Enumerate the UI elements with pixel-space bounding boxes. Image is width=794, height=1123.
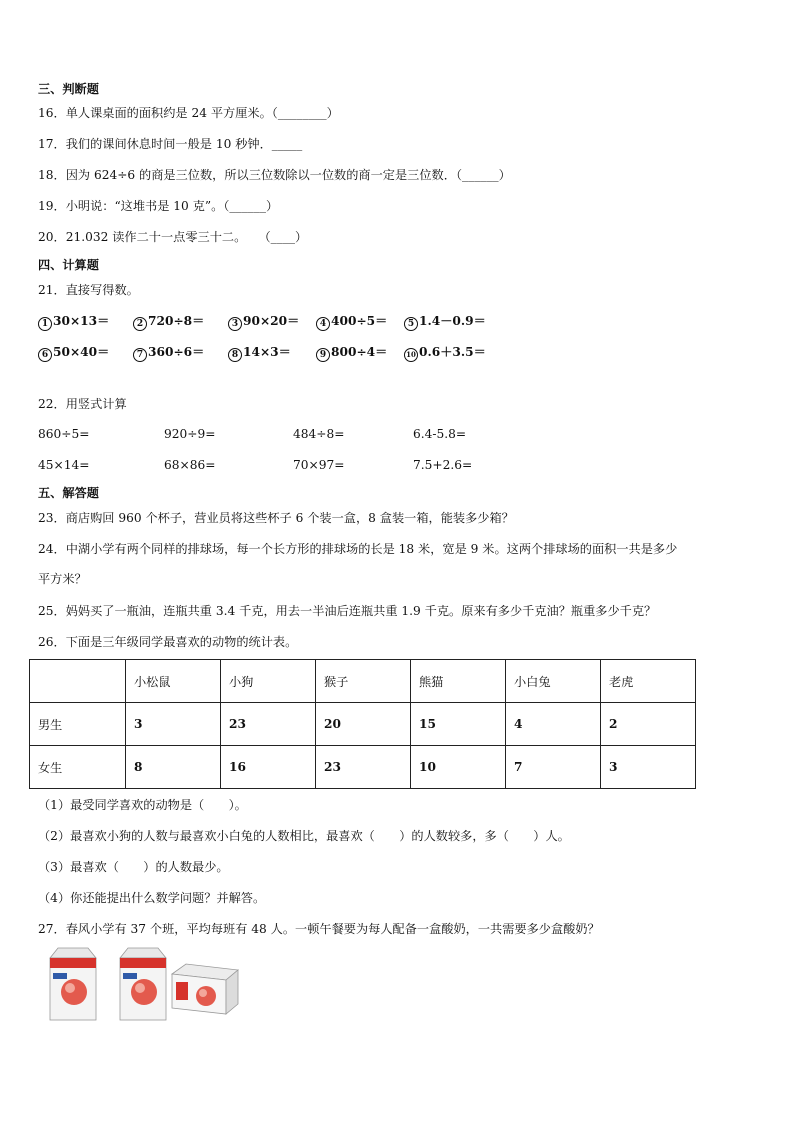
q21-item-6: 6 50×40＝ <box>38 343 109 362</box>
table-header: 熊猫 <box>411 660 506 703</box>
question-22-title: 22．用竖式计算 <box>38 397 127 411</box>
q22-item: 484÷8= <box>293 427 345 441</box>
q22-item: 6.4-5.8= <box>413 427 467 441</box>
q22-item: 70×97= <box>293 458 345 472</box>
question-17: 17．我们的课间休息时间一般是 10 秒钟．_____ <box>38 137 303 151</box>
q21-item-8: 8 14×3＝ <box>228 343 291 362</box>
q21-item-1: 1 30×13＝ <box>38 312 109 331</box>
section-solve: 五、解答题 <box>38 486 99 500</box>
q21-item-4: 4 400÷5＝ <box>316 312 387 331</box>
animal-stats-table <box>29 659 696 789</box>
table-cell: 10 <box>411 746 506 789</box>
yogurt-carton-icon <box>50 948 96 1020</box>
q22-item: 920÷9= <box>164 427 216 441</box>
question-27: 27．春风小学有 37 个班，平均每班有 48 人。一顿午餐要为每人配备一盒酸奶，一共需要多少盒酸奶？ <box>38 922 600 936</box>
table-cell <box>30 660 126 703</box>
table-header-row <box>30 660 696 703</box>
yogurt-carton-icon <box>172 964 238 1014</box>
table-header: 猴子 <box>316 660 411 703</box>
question-25: 25．妈妈买了一瓶油，连瓶共重 3.4 千克，用去一半油后连瓶共重 1.9 千克。原来有多少千克油？瓶重多少千克？ <box>38 604 657 618</box>
question-24-line1: 24．中湖小学有两个同样的排球场，每一个长方形的排球场的长是 18 米，宽是 9 米。这两个排球场的面积一共是多少 <box>38 542 678 556</box>
table-row <box>30 746 696 789</box>
table-cell: 3 <box>126 703 221 746</box>
table-cell: 7 <box>506 746 601 789</box>
table-header: 小狗 <box>221 660 316 703</box>
table-row-label: 女生 <box>30 746 126 789</box>
q21-item-10: 10 0.6＋3.5＝ <box>404 343 486 362</box>
q22-item: 45×14= <box>38 458 90 472</box>
table-row <box>30 703 696 746</box>
q21-item-5: 5 1.4－0.9＝ <box>404 312 486 331</box>
question-19: 19．小明说：“这堆书是 10 克”。（______） <box>38 199 279 213</box>
question-26-sub-4: （4）你还能提出什么数学问题？并解答。 <box>38 891 266 905</box>
q22-item: 860÷5= <box>38 427 90 441</box>
table-cell: 23 <box>221 703 316 746</box>
question-26-title: 26．下面是三年级同学最喜欢的动物的统计表。 <box>38 635 298 649</box>
table-cell: 20 <box>316 703 411 746</box>
question-21-title: 21．直接写得数。 <box>38 283 139 297</box>
table-cell: 8 <box>126 746 221 789</box>
question-20: 20．21.032 读作二十一点零三十二。 （____） <box>38 230 308 244</box>
yogurt-carton-icon <box>120 948 166 1020</box>
yogurt-carton-illustration <box>40 946 250 1026</box>
section-judge: 三、判断题 <box>38 82 99 96</box>
q21-item-7: 7 360÷6＝ <box>133 343 204 362</box>
table-row-label: 男生 <box>30 703 126 746</box>
question-26-sub-1: （1）最受同学喜欢的动物是（ ）。 <box>38 798 247 812</box>
table-header: 小白兔 <box>506 660 601 703</box>
q21-item-3: 3 90×20＝ <box>228 312 299 331</box>
table-header: 老虎 <box>601 660 696 703</box>
question-18: 18．因为 624÷6 的商是三位数，所以三位数除以一位数的商一定是三位数．（______） <box>38 168 511 182</box>
table-cell: 2 <box>601 703 696 746</box>
table-cell: 4 <box>506 703 601 746</box>
question-26-sub-3: （3）最喜欢（ ）的人数最少。 <box>38 860 229 874</box>
table-cell: 15 <box>411 703 506 746</box>
table-cell: 23 <box>316 746 411 789</box>
q22-item: 7.5+2.6= <box>413 458 473 472</box>
question-26-sub-2: （2）最喜欢小狗的人数与最喜欢小白兔的人数相比，最喜欢（ ）的人数较多，多（ ）人。 <box>38 829 570 843</box>
table-cell: 16 <box>221 746 316 789</box>
table-header: 小松鼠 <box>126 660 221 703</box>
question-24-line2: 平方米？ <box>38 572 87 586</box>
q22-item: 68×86= <box>164 458 216 472</box>
question-16: 16．单人课桌面的面积约是 24 平方厘米。（________） <box>38 106 339 120</box>
question-23: 23．商店购回 960 个杯子，营业员将这些杯子 6 个装一盒，8 盒装一箱，能装多少箱？ <box>38 511 514 525</box>
table-cell: 3 <box>601 746 696 789</box>
q21-item-2: 2 720÷8＝ <box>133 312 204 331</box>
section-calc: 四、计算题 <box>38 258 99 272</box>
q21-item-9: 9 800÷4＝ <box>316 343 387 362</box>
